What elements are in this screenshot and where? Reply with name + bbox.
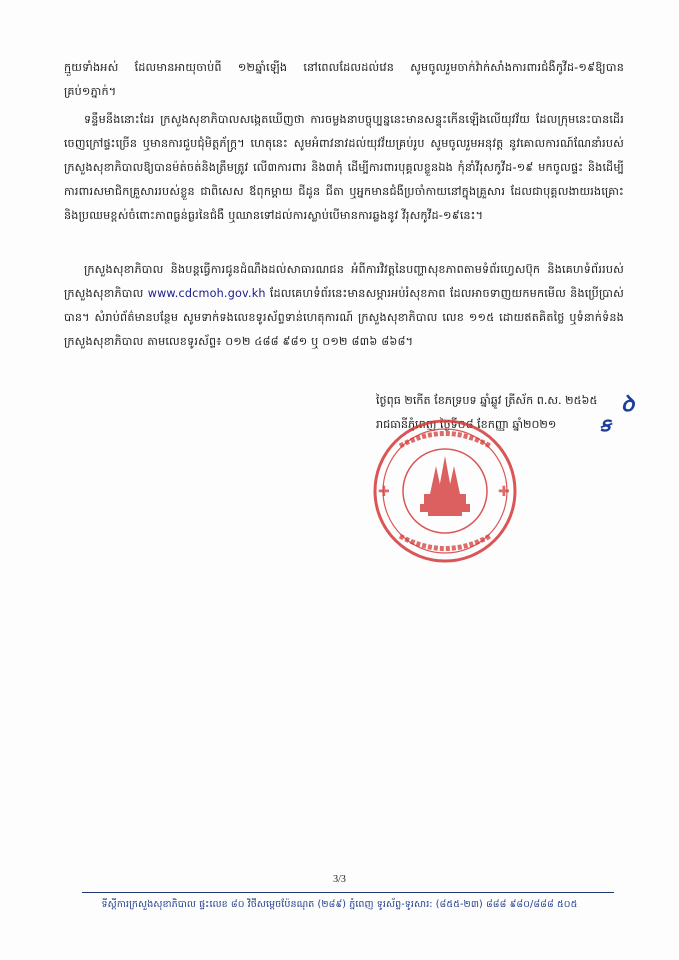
svg-text:✚: ✚ <box>378 484 390 500</box>
body-paragraph-1: ក្មួយទាំងអស់ ដែលមានអាយុចាប់ពី ១២ឆ្នាំឡើង នៅពេលដែលដល់វេន សូមចូលរួមចាក់វ៉ាក់សាំងការពារជំងឺកូវីដ-១៩ឱ្យបានគ្រប់១ភ្នាក់។ <box>64 61 624 98</box>
body-paragraph-2: ទន្ទឹមនឹងនោះដែរ ក្រសួងសុខាភិបាលសង្កេតឃើញថា ការចម្លងនាបច្ចុប្បន្ននេះមានសន្ទុះកើនឡើងលើយុវវ័យ ដែលក្រុមនេះបានដើរចេញក្រៅផ្ទះច្រើន ឬមានការជួបជុំមិត្តភ័ក្ត្រ។ ហេតុនេះ សូមអំពាវនាវដល់យុវវ័យគ្រប់រូប សូមចូលរួមអនុវត្ត នូវគោលការណ៍ណែនាំរបស់ក្រសួងសុខាភិបាលឱ្យបានម៉ត់ចត់និងត្រឹមត្រូវ លើ៣ការពារ និង៣កុំ ដើម្បីការពារបុគ្គលខ្លួនឯង កុំនាំវីរុសកូវីដ-១៩ មកចូលផ្ទះ និងដើម្បីការពារសមាជិកគ្រួសាររបស់ខ្លួន ជាពិសេស ឪពុកម្ដាយ ជីដូន ជីតា ឬអ្នកមានជំងឺប្រចាំកាយនៅក្នុងគ្រួសារ ដែលជាបុគ្គលងាយរងគ្រោះ និងប្រឈមខ្ពស់ចំពោះភាពធ្ងន់ធ្ងរនៃជំងឺ ឬឈានទៅដល់ការស្លាប់បើមានការឆ្លងនូវ វីរុសកូវីដ-១៩នេះ។ <box>64 113 624 222</box>
official-seal-stamp <box>370 416 520 566</box>
lunar-date: ថ្ងៃពុធ ២កើត ខែភទ្របទ ឆ្នាំឆ្លូវ ត្រីស័ក ព.ស. ២៥៦៥ <box>376 394 598 407</box>
website-link[interactable]: www.cdcmoh.gov.kh <box>147 287 266 300</box>
initial-mark-1: ꝺ <box>621 391 635 417</box>
initial-mark-2: ꞩ <box>600 412 611 436</box>
body-paragraph-3 <box>64 258 624 354</box>
body-paragraph-3-end: ដែលគេហទំព័រនេះមានសម្ភារអប់រំសុខភាព ដែលអាចទាញយកមកមើល និងប្រើប្រាស់បាន។ សំរាប់ព័ត៌មានបន្ថែម សូមទាក់ទងលេខទូរស័ព្ទទាន់ហេតុការណ៍ ក្រសួងសុខាភិបាល លេខ ១១៥ ដោយឥតគិតថ្លៃ ឬទំនាក់ទំនងក្រសួងសុខាភិបាល តាមលេខទូរស័ព្ទ៖ ០១២ ៤៨៨ ៩៨១ ឬ ០១២ ៨៣៦ ៨៦៨។ <box>64 287 624 348</box>
svg-text:✚: ✚ <box>498 484 510 500</box>
solar-date: រាជធានីភ្នំពេញ ថ្ងៃទី០៨ ខែកញ្ញា ឆ្នាំ២០២១ <box>376 418 557 431</box>
footer-address: ទីស្តីការក្រសួងសុខាភិបាល ផ្ទះលេខ ៨០ វិថីសម្ដេចប៉ែនណុត (២៨៩) ភ្នំពេញ ទូរស័ព្ទ-ទូរសារ: (៨៥៥-២៣) ៨៨៨ ៩៨០/៨៨៨ ៥០៥ <box>101 899 578 910</box>
body-paragraph-3-start: ក្រសួងសុខាភិបាល និងបន្តធ្វើការជូនដំណឹងដល់សាធារណជន អំពីការវិវត្តនៃបញ្ហាសុខភាពតាមទំព័រហ្វេសប៊ុក និងគេហទំព័ររបស់ក្រសួងសុខាភិបាល <box>64 263 624 300</box>
page-number: 3/3 <box>333 874 346 885</box>
footer-divider <box>82 892 614 893</box>
temple-emblem-icon <box>420 456 470 516</box>
